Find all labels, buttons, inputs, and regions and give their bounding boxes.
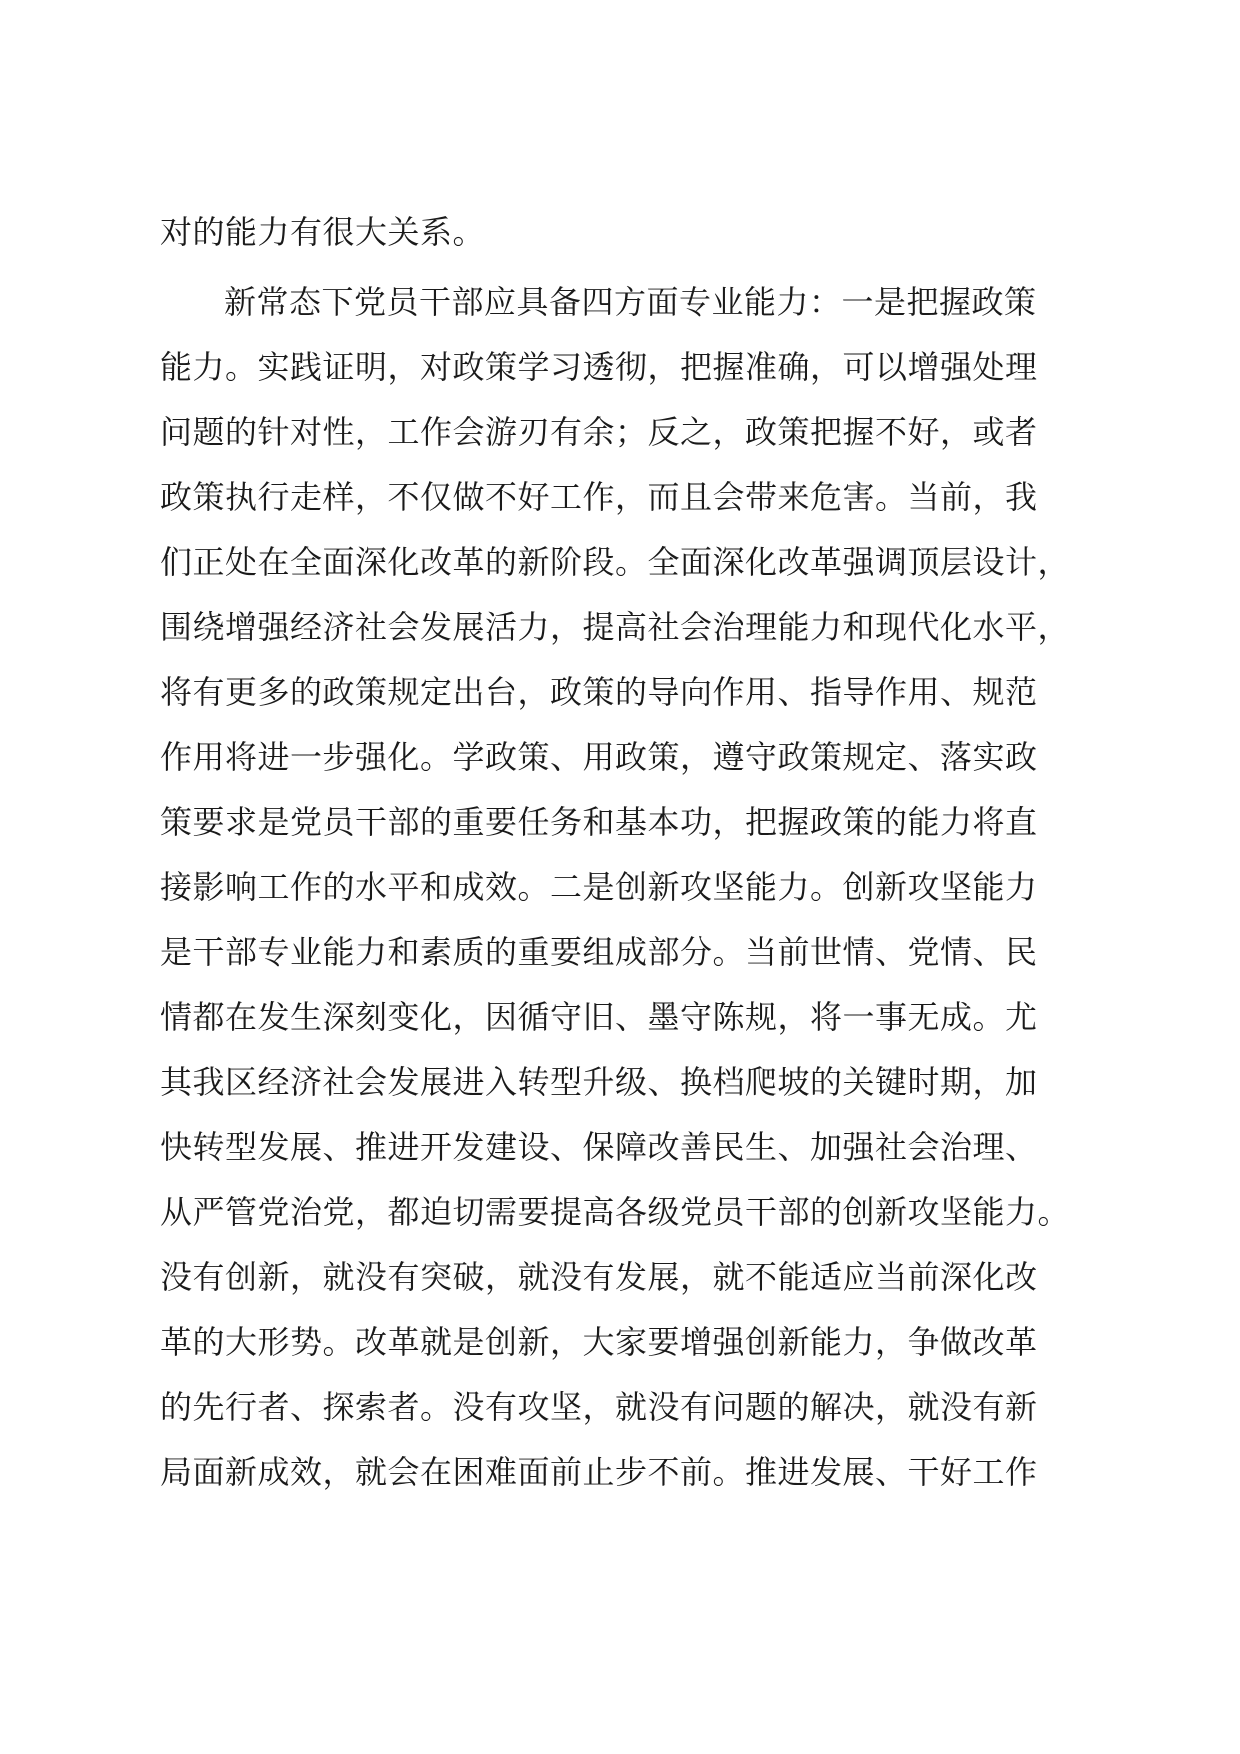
text-line: 作用将进一步强化。学政策、用政策，遵守政策规定、落实政	[160, 738, 1038, 776]
text-line: 政策执行走样，不仅做不好工作，而且会带来危害。当前，我	[160, 478, 1038, 516]
text-line: 策要求是党员干部的重要任务和基本功，把握政策的能力将直	[160, 803, 1038, 841]
text-line: 情都在发生深刻变化，因循守旧、墨守陈规，将一事无成。尤	[160, 998, 1038, 1036]
text-line: 将有更多的政策规定出台，政策的导向作用、指导作用、规范	[160, 673, 1038, 711]
text-line: 围绕增强经济社会发展活力，提高社会治理能力和现代化水平，	[160, 608, 1071, 646]
text-line: 没有创新，就没有突破，就没有发展，就不能适应当前深化改	[160, 1258, 1038, 1296]
text-line: 是干部专业能力和素质的重要组成部分。当前世情、党情、民	[160, 933, 1038, 971]
text-line: 快转型发展、推进开发建设、保障改善民生、加强社会治理、	[160, 1128, 1038, 1166]
text-line: 问题的针对性，工作会游刃有余；反之，政策把握不好，或者	[160, 413, 1038, 451]
text-line: 从严管党治党，都迫切需要提高各级党员干部的创新攻坚能力。	[160, 1193, 1071, 1231]
body-text	[160, 200, 1120, 1505]
text-line: 接影响工作的水平和成效。二是创新攻坚能力。创新攻坚能力	[160, 868, 1038, 906]
text-line: 们正处在全面深化改革的新阶段。全面深化改革强调顶层设计，	[160, 543, 1071, 581]
paragraph-start-line: 新常态下党员干部应具备四方面专业能力：一是把握政策	[224, 283, 1037, 321]
text-line: 革的大形势。改革就是创新，大家要增强创新能力，争做改革	[160, 1323, 1038, 1361]
text-line: 其我区经济社会发展进入转型升级、换档爬坡的关键时期，加	[160, 1063, 1038, 1101]
text-line: 的先行者、探索者。没有攻坚，就没有问题的解决，就没有新	[160, 1388, 1038, 1426]
text-line: 能力。实践证明，对政策学习透彻，把握准确，可以增强处理	[160, 348, 1038, 386]
text-line: 局面新成效，就会在困难面前止步不前。推进发展、干好工作	[160, 1453, 1038, 1491]
text-line: 对的能力有很大关系。	[160, 213, 486, 251]
